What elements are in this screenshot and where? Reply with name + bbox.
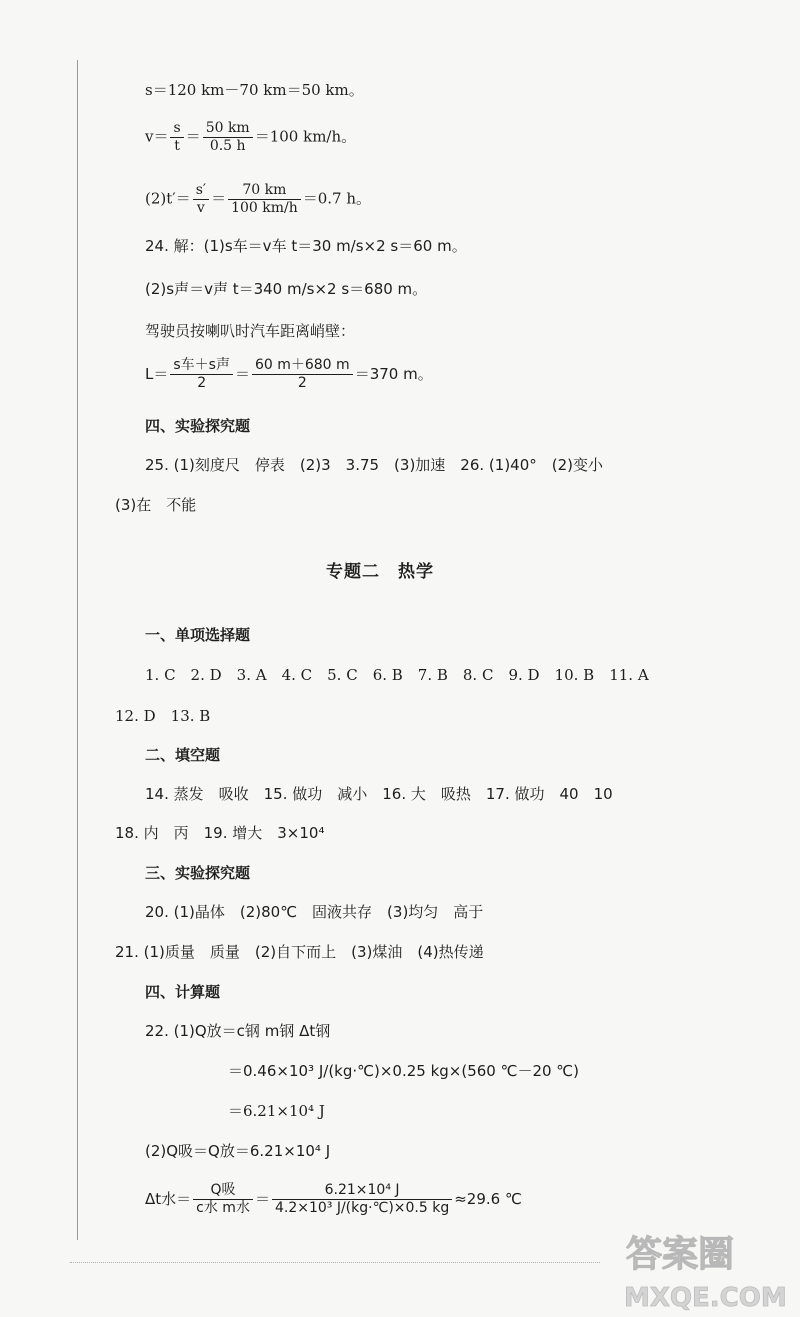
answer-line: 25. (1)刻度尺 停表 (2)3 3.75 (3)加速 26. (1)40° (2)变小 (145, 456, 604, 474)
formula-text: ＝100 km/h。 (254, 127, 357, 146)
answer-line: 18. 内 丙 19. 增大 3×10⁴ (115, 824, 325, 842)
fraction (170, 120, 183, 155)
answer-line: 14. 蒸发 吸收 15. 做功 减小 16. 大 吸热 17. 做功 40 10 (145, 785, 613, 803)
formula-line (145, 182, 371, 217)
formula-text: ≈29.6 ℃ (454, 1190, 522, 1208)
denominator: 100 km/h (231, 200, 298, 216)
fraction (228, 182, 301, 217)
watermark-bottom-text: MXQE.COM (624, 1283, 787, 1313)
formula-text: ＝ (211, 189, 227, 208)
denominator: 4.2×10³ J/(kg·℃)×0.5 kg (274, 1200, 450, 1216)
answer-line: s＝120 km－70 km＝50 km。 (145, 81, 364, 99)
formula-text: ＝ (254, 1190, 270, 1208)
fraction (170, 357, 233, 392)
chapter-title: 专题二 热学 (326, 562, 434, 582)
watermark-top-text: 答案圈 (626, 1234, 735, 1275)
fraction (272, 1182, 452, 1217)
formula-text: L＝ (145, 365, 169, 383)
fraction (193, 1182, 253, 1217)
fraction (193, 182, 209, 217)
formula-text: ＝ (234, 365, 250, 383)
denominator: c水 m水 (196, 1200, 250, 1216)
numerator: s车＋s声 (170, 357, 233, 375)
formula-text: (2)t′＝ (145, 189, 191, 208)
formula-text: ＝370 m。 (354, 365, 433, 383)
answer-line: 22. (1)Q放＝c钢 m钢 Δt钢 (145, 1022, 331, 1040)
numerator: 70 km (228, 182, 301, 200)
numerator: 6.21×10⁴ J (272, 1182, 452, 1200)
formula-line (145, 1182, 522, 1217)
formula-line (145, 120, 356, 155)
fraction (203, 120, 253, 155)
denominator: v (196, 200, 205, 216)
formula-text: ＝ (185, 127, 201, 146)
numerator: Q吸 (193, 1182, 253, 1200)
formula-text: Δt水＝ (145, 1190, 192, 1208)
section-heading: 二、填空题 (145, 746, 221, 764)
section-heading: 三、实验探究题 (145, 864, 251, 882)
numerator: 60 m＋680 m (252, 357, 353, 375)
formula-text: ＝0.7 h。 (302, 189, 372, 208)
section-heading: 一、单项选择题 (145, 626, 251, 644)
bottom-rule (70, 1262, 600, 1263)
fraction (252, 357, 353, 392)
section-heading: 四、计算题 (145, 983, 221, 1001)
denominator: 2 (197, 375, 207, 391)
formula-line (145, 357, 433, 392)
numerator: s (170, 120, 183, 138)
margin-line (77, 60, 78, 1240)
formula-text: v＝ (145, 127, 169, 146)
answer-line: 驾驶员按喇叭时汽车距离峭壁： (145, 322, 356, 340)
answer-line: 21. (1)质量 质量 (2)自下而上 (3)煤油 (4)热传递 (115, 943, 484, 961)
section-heading: 四、实验探究题 (145, 417, 251, 435)
answer-line: 24. 解：(1)s车＝v车 t＝30 m/s×2 s＝60 m。 (145, 237, 467, 255)
denominator: 2 (297, 375, 307, 391)
answer-line: 1. C 2. D 3. A 4. C 5. C 6. B 7. B 8. C 9. D 10. B 11. A (145, 666, 649, 684)
numerator: s′ (193, 182, 209, 200)
watermark-logo (622, 1222, 792, 1314)
answer-line: (2)s声＝v声 t＝340 m/s×2 s＝680 m。 (145, 280, 428, 298)
denominator: t (174, 138, 180, 154)
answer-line: ＝0.46×10³ J/(kg·℃)×0.25 kg×(560 ℃－20 ℃) (228, 1062, 579, 1080)
answer-line: 12. D 13. B (115, 707, 211, 725)
answer-line: 20. (1)晶体 (2)80℃ 固液共存 (3)均匀 高于 (145, 903, 484, 921)
answer-line: ＝6.21×10⁴ J (228, 1102, 325, 1120)
answer-line: (3)在 不能 (115, 496, 197, 514)
numerator: 50 km (203, 120, 253, 138)
answer-line: (2)Q吸＝Q放＝6.21×10⁴ J (145, 1142, 331, 1160)
denominator: 0.5 h (209, 138, 246, 154)
